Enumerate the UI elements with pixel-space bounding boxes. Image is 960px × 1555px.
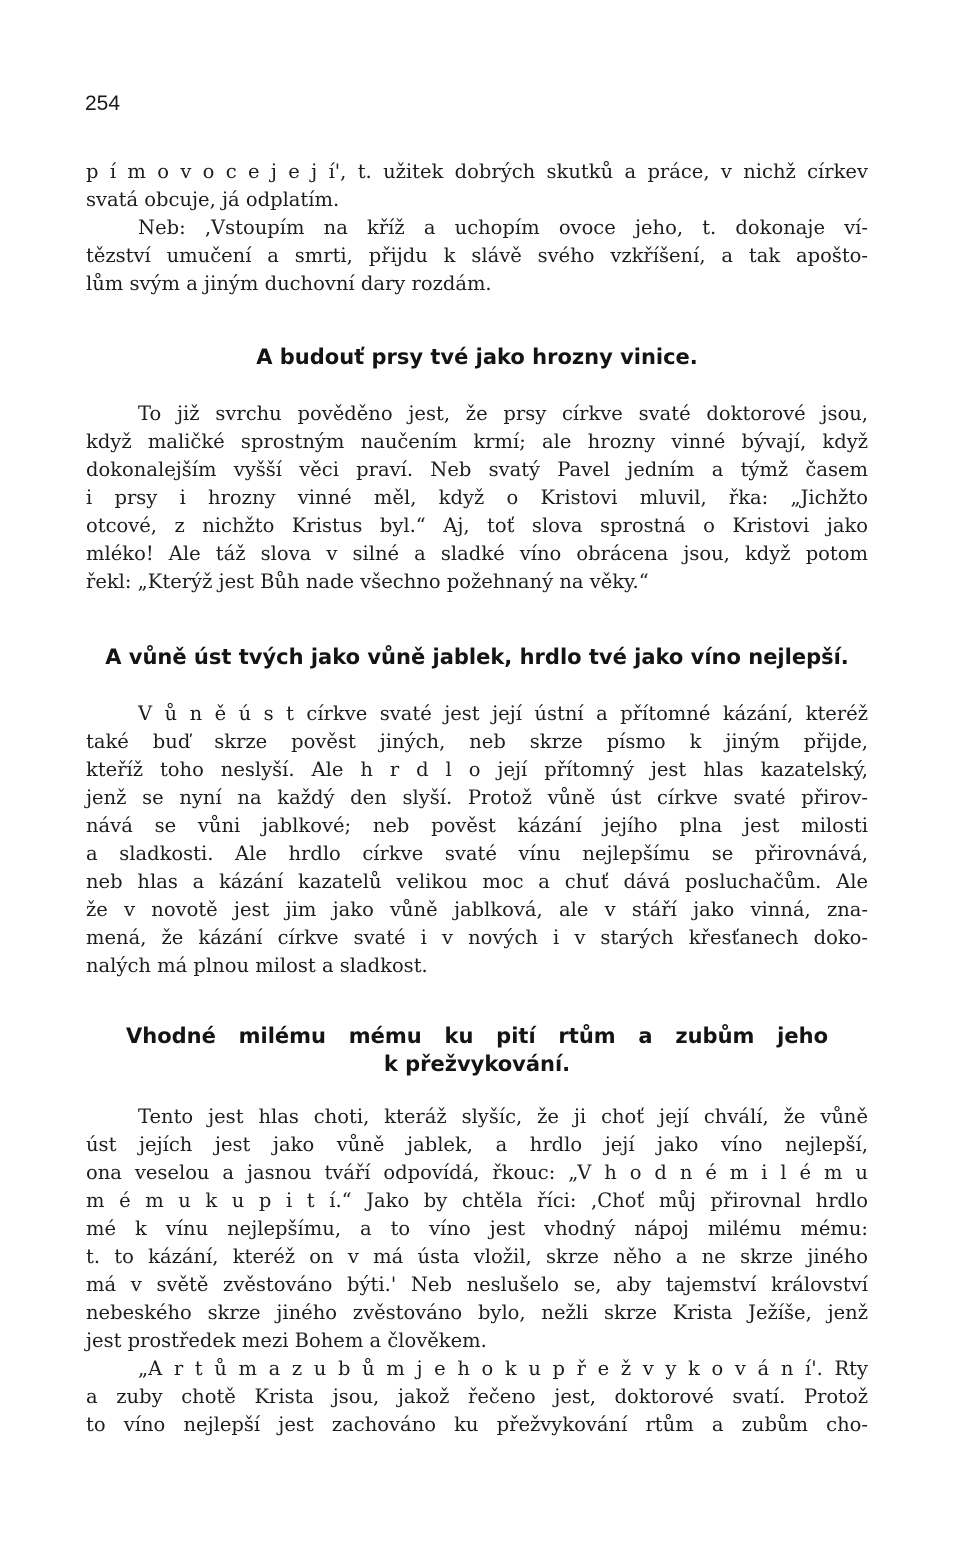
section-heading-line: k přežvykování. bbox=[383, 1052, 571, 1076]
text-line: nalých má plnou milost a sladkost. bbox=[86, 954, 428, 977]
text-line: „A r t ů m a z u b ů m j e h o k u p ř e ž v y k o v á n í'. Rty bbox=[138, 1357, 868, 1380]
section-heading: A vůně úst tvých jako vůně jablek, hrdlo tvé jako víno nejlepší. bbox=[105, 645, 849, 669]
page-number: 254 bbox=[85, 92, 121, 115]
text-line: neb hlas a kázání kazatelů velikou moc a chuť dává posluchačům. Ale bbox=[86, 870, 868, 893]
text-line: to víno nejlepší jest zachováno ku přežvykování rtům a zubům cho- bbox=[86, 1413, 868, 1436]
section-heading-line: Vhodné milému mému ku pití rtům a zubům jeho bbox=[126, 1024, 828, 1048]
paragraph-block-3 bbox=[86, 700, 868, 980]
text-line: řekl: „Kterýž jest Bůh nade všechno požehnaný na věky.“ bbox=[86, 570, 649, 593]
text-line: a sladkosti. Ale hrdlo církve svaté vínu nejlepšímu se přirovnává, bbox=[86, 842, 868, 865]
text-line: i prsy i hrozny vinné měl, když o Kristovi mluvil, řka: „Jichžto bbox=[86, 486, 868, 509]
text-line: p í m o v o c e j e j í', t. užitek dobrých skutků a práce, v nichž církev bbox=[86, 160, 868, 183]
paragraph-block-4 bbox=[86, 1103, 868, 1439]
text-line: tězství umučení a smrti, přijdu k slávě svého vzkříšení, a tak apošto- bbox=[86, 244, 868, 267]
text-line: ona veselou a jasnou tváří odpovídá, řkouc: „V h o d n é m i l é m u bbox=[86, 1161, 868, 1184]
text-line: mléko! Ale táž slova v silné a sladké víno obrácena jsou, když potom bbox=[86, 542, 868, 565]
text-line: V ů n ě ú s t církve svaté jest její ústní a přítomné kázání, kteréž bbox=[138, 702, 868, 725]
text-line: že v novotě jest jim jako vůně jablková, ale v stáří jako vinná, zna- bbox=[86, 898, 868, 921]
text-line: Neb: ,Vstoupím na kříž a uchopím ovoce jeho, t. dokonaje ví- bbox=[138, 216, 868, 239]
section-heading bbox=[126, 1022, 828, 1078]
text-line: mé k vínu nejlepšímu, a to víno jest vhodný nápoj milému mému: bbox=[86, 1217, 868, 1240]
text-line: To již svrchu pověděno jest, že prsy církve svaté doktorové jsou, bbox=[138, 402, 868, 425]
text-line: jenž se nyní na každý den slyší. Protož vůně úst církve svaté přirov- bbox=[86, 786, 868, 809]
text-line: když maličké sprostným naučením krmí; ale hrozny vinné bývají, když bbox=[86, 430, 868, 453]
text-line: mená, že kázání církve svaté i v nových i v starých křesťanech doko- bbox=[86, 926, 868, 949]
paragraph-block-1 bbox=[86, 158, 868, 298]
paragraph-block-2 bbox=[86, 400, 868, 596]
text-line: t. to kázání, kteréž on v má ústa vložil, skrze něho a ne skrze jiného bbox=[86, 1245, 868, 1268]
section-heading: A budouť prsy tvé jako hrozny vinice. bbox=[256, 345, 698, 369]
text-line: kteříž toho neslyší. Ale h r d l o její přítomný jest hlas kazatelský, bbox=[86, 758, 868, 781]
text-line: jest prostředek mezi Bohem a člověkem. bbox=[86, 1329, 487, 1352]
text-line: dokonalejším vyšší věci praví. Neb svatý Pavel jedním a týmž časem bbox=[86, 458, 868, 481]
text-line: nebeského skrze jiného zvěstováno bylo, nežli skrze Krista Ježíše, jenž bbox=[86, 1301, 868, 1324]
text-line: také buď skrze pověst jiných, neb skrze písmo k jiným přijde, bbox=[86, 730, 868, 753]
text-line: m é m u k u p i t í.“ Jako by chtěla říci: ,Choť můj přirovnal hrdlo bbox=[86, 1189, 868, 1212]
text-line: otcové, z nichžto Kristus byl.“ Aj, toť slova sprostná o Kristovi jako bbox=[86, 514, 868, 537]
text-line: úst jejích jest jako vůně jablek, a hrdlo její jako víno nejlepší, bbox=[86, 1133, 868, 1156]
text-line: nává se vůni jablkové; neb pověst kázání jejího plna jest milosti bbox=[86, 814, 868, 837]
text-line: svatá obcuje, já odplatím. bbox=[86, 188, 340, 211]
text-line: Tento jest hlas choti, kteráž slyšíc, že ji choť její chválí, že vůně bbox=[138, 1105, 868, 1128]
text-line: a zuby chotě Krista jsou, jakož řečeno jest, doktorové svatí. Protož bbox=[86, 1385, 868, 1408]
text-line: má v světě zvěstováno býti.' Neb neslušelo se, aby tajemství království bbox=[86, 1273, 868, 1296]
text-line: lům svým a jiným duchovní dary rozdám. bbox=[86, 272, 492, 295]
